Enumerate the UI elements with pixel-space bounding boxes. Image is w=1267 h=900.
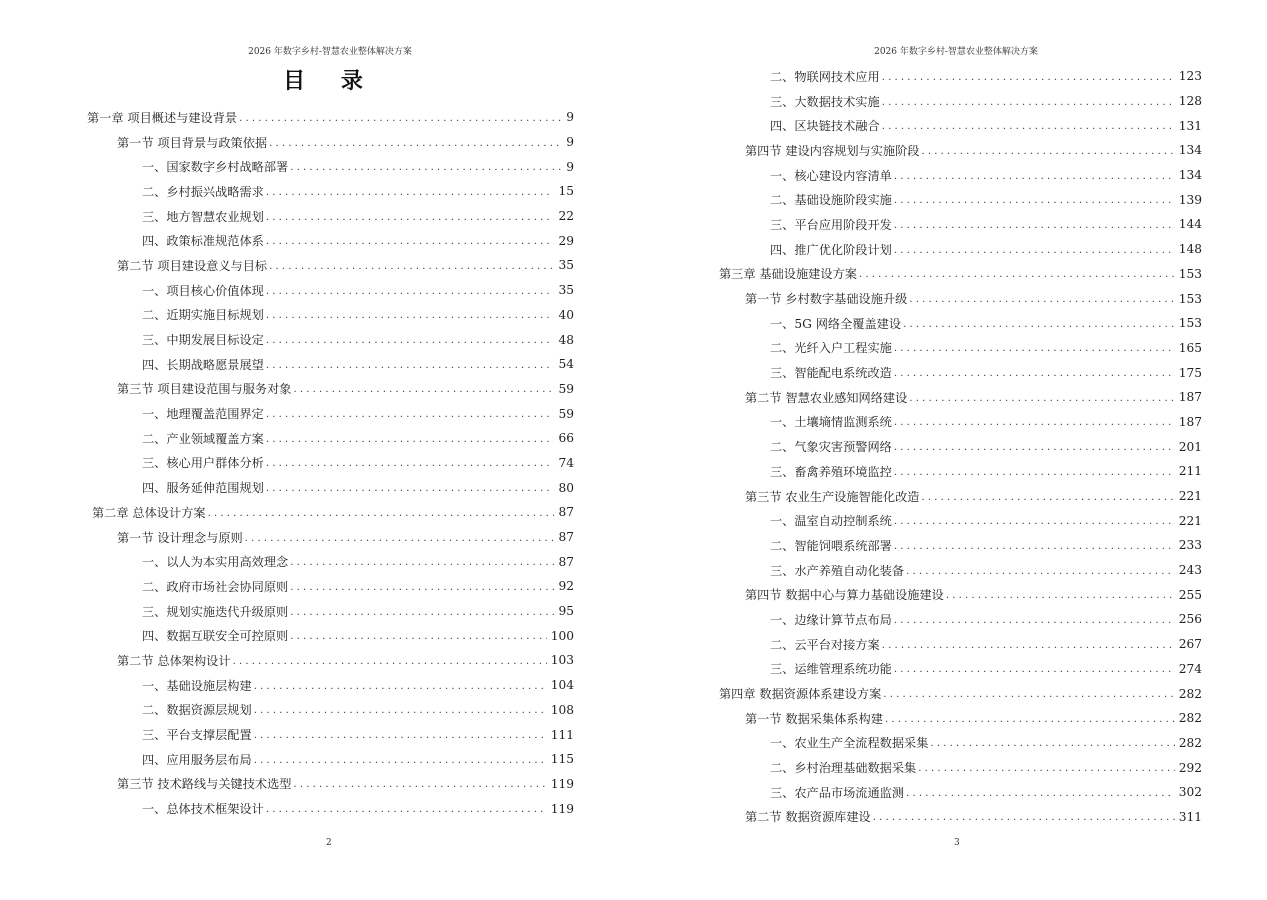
dot-leader bbox=[894, 514, 1175, 527]
dot-leader bbox=[233, 654, 547, 667]
toc-entry-label: 一、边缘计算节点布局 bbox=[770, 612, 892, 627]
toc-entry-label: 第一章 项目概述与建设背景 bbox=[87, 110, 238, 125]
toc-entry-page: 148 bbox=[1178, 242, 1202, 257]
dot-leader bbox=[239, 111, 562, 124]
dot-leader bbox=[294, 382, 555, 395]
dot-leader bbox=[903, 317, 1175, 330]
toc-entry-page: 134 bbox=[1178, 143, 1202, 158]
toc-subsection-entry[interactable] bbox=[0, 352, 574, 377]
toc-entry-label: 第三节 农业生产设施智能化改造 bbox=[745, 489, 920, 504]
toc-section-entry[interactable] bbox=[633, 286, 1202, 311]
toc-section-entry[interactable] bbox=[0, 525, 574, 550]
toc-entry-page: 15 bbox=[558, 184, 574, 199]
toc-subsection-entry[interactable] bbox=[0, 623, 574, 648]
toc-entry-label: 第二节 智慧农业感知网络建设 bbox=[745, 390, 908, 405]
toc-chapter-entry[interactable] bbox=[633, 681, 1202, 706]
toc-entry-page: 87 bbox=[558, 505, 574, 520]
dot-leader bbox=[294, 777, 547, 790]
dot-leader bbox=[894, 193, 1175, 206]
dot-leader bbox=[894, 440, 1175, 453]
dot-leader bbox=[266, 185, 555, 198]
toc-entry-page: 119 bbox=[550, 801, 574, 816]
toc-entry-label: 二、气象灾害预警网络 bbox=[770, 440, 892, 455]
toc-entry-label: 三、规划实施迭代升级原则 bbox=[142, 604, 289, 619]
dot-leader bbox=[873, 810, 1175, 823]
toc-subsection-entry[interactable] bbox=[0, 228, 574, 253]
toc-entry-page: 131 bbox=[1178, 118, 1202, 133]
toc-subsection-entry[interactable] bbox=[0, 154, 574, 179]
toc-title: 目 录 bbox=[283, 68, 377, 94]
toc-entry-label: 一、5G 网络全覆盖建设 bbox=[770, 316, 902, 331]
toc-subsection-entry[interactable] bbox=[633, 212, 1202, 237]
toc-subsection-entry[interactable] bbox=[0, 747, 574, 772]
toc-entry-page: 22 bbox=[558, 209, 574, 224]
dot-leader bbox=[266, 210, 555, 223]
dot-leader bbox=[894, 366, 1175, 379]
dot-leader bbox=[266, 407, 555, 420]
toc-entry-label: 四、服务延伸范围规划 bbox=[142, 481, 264, 496]
dot-leader bbox=[894, 539, 1175, 552]
toc-entry-page: 233 bbox=[1178, 538, 1202, 553]
toc-entry-label: 第一节 数据采集体系构建 bbox=[745, 711, 883, 726]
toc-subsection-entry[interactable] bbox=[633, 187, 1202, 212]
toc-subsection-entry[interactable] bbox=[0, 327, 574, 352]
toc-entry-page: 35 bbox=[558, 283, 574, 298]
toc-entry-page: 282 bbox=[1178, 711, 1202, 726]
toc-entry-label: 二、乡村振兴战略需求 bbox=[142, 184, 264, 199]
toc-entry-label: 一、基础设施层构建 bbox=[142, 678, 252, 693]
toc-entry-label: 三、运维管理系统功能 bbox=[770, 662, 892, 677]
dot-leader bbox=[906, 786, 1175, 799]
toc-entry-page: 175 bbox=[1178, 365, 1202, 380]
dot-leader bbox=[208, 506, 555, 519]
toc-section-entry[interactable] bbox=[0, 772, 574, 797]
toc-entry-label: 一、土壤墒情监测系统 bbox=[770, 415, 892, 430]
toc-entry-label: 四、推广优化阶段计划 bbox=[770, 242, 892, 257]
dot-leader bbox=[906, 564, 1175, 577]
toc-entry-label: 一、核心建设内容清单 bbox=[770, 168, 892, 183]
toc-subsection-entry[interactable] bbox=[633, 508, 1202, 533]
dot-leader bbox=[882, 119, 1175, 132]
toc-entry-label: 二、光纤入户工程实施 bbox=[770, 341, 892, 356]
toc-entry-page: 108 bbox=[550, 702, 574, 717]
toc-entry-label: 二、云平台对接方案 bbox=[770, 637, 880, 652]
toc-entry-page: 100 bbox=[550, 628, 574, 643]
toc-entry-label: 二、乡村治理基础数据采集 bbox=[770, 761, 917, 776]
dot-leader bbox=[254, 728, 547, 741]
toc-entry-label: 一、国家数字乡村战略部署 bbox=[142, 160, 289, 175]
toc-entry-label: 三、地方智慧农业规划 bbox=[142, 209, 264, 224]
toc-entry-label: 三、智能配电系统改造 bbox=[770, 366, 892, 381]
toc-subsection-entry[interactable] bbox=[633, 434, 1202, 459]
toc-entry-label: 第二节 数据资源库建设 bbox=[745, 810, 871, 825]
toc-subsection-entry[interactable] bbox=[633, 336, 1202, 361]
toc-entry-page: 221 bbox=[1178, 513, 1202, 528]
dot-leader bbox=[266, 234, 555, 247]
toc-subsection-entry[interactable] bbox=[633, 731, 1202, 756]
toc-entry-label: 一、农业生产全流程数据采集 bbox=[770, 736, 929, 751]
toc-section-entry[interactable] bbox=[0, 648, 574, 673]
toc-subsection-entry[interactable] bbox=[633, 755, 1202, 780]
dot-leader bbox=[266, 333, 555, 346]
dot-leader bbox=[266, 358, 555, 371]
toc-entry-page: 187 bbox=[1178, 390, 1202, 405]
toc-chapter-entry[interactable] bbox=[0, 500, 574, 525]
toc-list bbox=[0, 105, 574, 821]
dot-leader bbox=[885, 712, 1175, 725]
toc-entry-label: 二、物联网技术应用 bbox=[770, 69, 880, 84]
toc-subsection-entry[interactable] bbox=[633, 113, 1202, 138]
dot-leader bbox=[266, 284, 555, 297]
dot-leader bbox=[254, 703, 547, 716]
toc-entry-page: 103 bbox=[550, 653, 574, 668]
toc-entry-page: 165 bbox=[1178, 340, 1202, 355]
toc-entry-page: 128 bbox=[1178, 94, 1202, 109]
toc-entry-label: 三、水产养殖自动化装备 bbox=[770, 563, 905, 578]
dot-leader bbox=[894, 662, 1175, 675]
toc-entry-page: 153 bbox=[1178, 316, 1202, 331]
toc-subsection-entry[interactable] bbox=[0, 673, 574, 698]
dot-leader bbox=[245, 531, 555, 544]
toc-subsection-entry[interactable] bbox=[0, 475, 574, 500]
dot-leader bbox=[254, 679, 547, 692]
toc-entry-label: 三、核心用户群体分析 bbox=[142, 456, 264, 471]
dot-leader bbox=[266, 802, 547, 815]
dot-leader bbox=[290, 629, 546, 642]
toc-entry-label: 第一节 乡村数字基础设施升级 bbox=[745, 292, 908, 307]
toc-section-entry[interactable] bbox=[0, 377, 574, 402]
toc-entry-page: 256 bbox=[1178, 612, 1202, 627]
toc-subsection-entry[interactable] bbox=[0, 426, 574, 451]
toc-entry-label: 第三节 技术路线与关键技术选型 bbox=[117, 777, 292, 792]
toc-subsection-entry[interactable] bbox=[0, 401, 574, 426]
toc-subsection-entry[interactable] bbox=[633, 64, 1202, 89]
dot-leader bbox=[254, 753, 547, 766]
toc-entry-label: 四、数据互联安全可控原则 bbox=[142, 629, 289, 644]
toc-entry-page: 54 bbox=[558, 357, 574, 372]
toc-subsection-entry[interactable] bbox=[0, 303, 574, 328]
page-right bbox=[633, 0, 1267, 900]
toc-subsection-entry[interactable] bbox=[633, 89, 1202, 114]
toc-entry-page: 123 bbox=[1178, 69, 1202, 84]
toc-subsection-entry[interactable] bbox=[633, 533, 1202, 558]
page-left bbox=[0, 0, 633, 900]
toc-entry-label: 第一节 设计理念与原则 bbox=[117, 530, 243, 545]
toc-entry-label: 三、中期发展目标设定 bbox=[142, 333, 264, 348]
dot-leader bbox=[894, 415, 1175, 428]
toc-section-entry[interactable] bbox=[633, 805, 1202, 830]
toc-section-entry[interactable] bbox=[633, 385, 1202, 410]
dot-leader bbox=[894, 613, 1175, 626]
toc-entry-label: 第四章 数据资源体系建设方案 bbox=[719, 687, 882, 702]
toc-subsection-entry[interactable] bbox=[633, 360, 1202, 385]
toc-entry-page: 87 bbox=[558, 530, 574, 545]
toc-entry-page: 144 bbox=[1178, 217, 1202, 232]
toc-entry-page: 9 bbox=[566, 159, 574, 174]
toc-entry-page: 59 bbox=[558, 381, 574, 396]
toc-entry-page: 111 bbox=[550, 727, 574, 742]
toc-subsection-entry[interactable] bbox=[0, 451, 574, 476]
toc-subsection-entry[interactable] bbox=[633, 558, 1202, 583]
dot-leader bbox=[883, 687, 1174, 700]
toc-subsection-entry[interactable] bbox=[0, 599, 574, 624]
dot-leader bbox=[918, 761, 1174, 774]
dot-leader bbox=[894, 341, 1175, 354]
dot-leader bbox=[266, 432, 555, 445]
toc-entry-label: 二、基础设施阶段实施 bbox=[770, 193, 892, 208]
toc-entry-label: 第二节 项目建设意义与目标 bbox=[117, 258, 268, 273]
toc-entry-page: 201 bbox=[1178, 439, 1202, 454]
toc-entry-page: 119 bbox=[550, 776, 574, 791]
toc-entry-label: 二、产业领域覆盖方案 bbox=[142, 431, 264, 446]
toc-entry-label: 一、地理覆盖范围界定 bbox=[142, 407, 264, 422]
toc-entry-label: 第三章 基础设施建设方案 bbox=[719, 267, 857, 282]
toc-subsection-entry[interactable] bbox=[0, 698, 574, 723]
toc-chapter-entry[interactable] bbox=[0, 105, 574, 130]
toc-subsection-entry[interactable] bbox=[633, 410, 1202, 435]
toc-section-entry[interactable] bbox=[0, 130, 574, 155]
dot-leader bbox=[859, 267, 1175, 280]
toc-section-entry[interactable] bbox=[633, 582, 1202, 607]
toc-entry-label: 三、平台支撑层配置 bbox=[142, 728, 252, 743]
toc-entry-page: 221 bbox=[1178, 489, 1202, 504]
running-header: 2026 年数字乡村-智慧农业整体解决方案 bbox=[248, 47, 412, 57]
toc-entry-label: 四、应用服务层布局 bbox=[142, 752, 252, 767]
dot-leader bbox=[909, 391, 1174, 404]
toc-subsection-entry[interactable] bbox=[0, 722, 574, 747]
toc-entry-label: 第二节 总体架构设计 bbox=[117, 653, 231, 668]
dot-leader bbox=[922, 144, 1175, 157]
toc-section-entry[interactable] bbox=[0, 253, 574, 278]
toc-subsection-entry[interactable] bbox=[633, 237, 1202, 262]
toc-entry-label: 二、数据资源层规划 bbox=[142, 703, 252, 718]
toc-entry-page: 153 bbox=[1178, 291, 1202, 306]
dot-leader bbox=[266, 308, 555, 321]
dot-leader bbox=[882, 638, 1175, 651]
toc-subsection-entry[interactable] bbox=[633, 311, 1202, 336]
toc-entry-page: 115 bbox=[550, 752, 574, 767]
running-header: 2026 年数字乡村-智慧农业整体解决方案 bbox=[874, 47, 1038, 57]
toc-entry-label: 第一节 项目背景与政策依据 bbox=[117, 135, 268, 150]
toc-entry-page: 311 bbox=[1178, 809, 1202, 824]
dot-leader bbox=[894, 218, 1175, 231]
toc-subsection-entry[interactable] bbox=[633, 657, 1202, 682]
toc-entry-label: 四、政策标准规范体系 bbox=[142, 234, 264, 249]
toc-entry-label: 四、长期战略愿景展望 bbox=[142, 357, 264, 372]
toc-subsection-entry[interactable] bbox=[633, 632, 1202, 657]
toc-entry-page: 9 bbox=[566, 110, 574, 125]
toc-entry-label: 四、区块链技术融合 bbox=[770, 119, 880, 134]
toc-entry-label: 二、智能饲喂系统部署 bbox=[770, 538, 892, 553]
toc-entry-label: 一、项目核心价值体现 bbox=[142, 283, 264, 298]
toc-entry-page: 59 bbox=[558, 406, 574, 421]
toc-entry-page: 66 bbox=[558, 431, 574, 446]
toc-entry-page: 104 bbox=[550, 678, 574, 693]
toc-entry-page: 302 bbox=[1178, 785, 1202, 800]
dot-leader bbox=[909, 292, 1174, 305]
toc-section-entry[interactable] bbox=[633, 138, 1202, 163]
toc-entry-label: 第四节 建设内容规划与实施阶段 bbox=[745, 143, 920, 158]
toc-subsection-entry[interactable] bbox=[0, 574, 574, 599]
dot-leader bbox=[894, 465, 1175, 478]
dot-leader bbox=[269, 259, 554, 272]
dot-leader bbox=[290, 555, 554, 568]
toc-entry-page: 274 bbox=[1178, 661, 1202, 676]
toc-subsection-entry[interactable] bbox=[633, 163, 1202, 188]
toc-chapter-entry[interactable] bbox=[633, 262, 1202, 287]
dot-leader bbox=[266, 481, 555, 494]
dot-leader bbox=[290, 580, 554, 593]
dot-leader bbox=[266, 456, 555, 469]
toc-entry-label: 三、平台应用阶段开发 bbox=[770, 217, 892, 232]
dot-leader bbox=[946, 588, 1175, 601]
toc-subsection-entry[interactable] bbox=[0, 179, 574, 204]
toc-entry-page: 211 bbox=[1178, 464, 1202, 479]
page-number: 3 bbox=[954, 838, 960, 848]
toc-entry-label: 一、总体技术框架设计 bbox=[142, 802, 264, 817]
dot-leader bbox=[882, 70, 1175, 83]
toc-entry-page: 87 bbox=[558, 554, 574, 569]
toc-entry-page: 153 bbox=[1178, 266, 1202, 281]
toc-entry-label: 第四节 数据中心与算力基础设施建设 bbox=[745, 588, 944, 603]
toc-entry-page: 80 bbox=[558, 480, 574, 495]
toc-entry-page: 255 bbox=[1178, 587, 1202, 602]
toc-subsection-entry[interactable] bbox=[633, 459, 1202, 484]
toc-entry-page: 267 bbox=[1178, 637, 1202, 652]
toc-entry-page: 282 bbox=[1178, 735, 1202, 750]
toc-entry-page: 9 bbox=[566, 135, 574, 150]
toc-entry-label: 三、大数据技术实施 bbox=[770, 94, 880, 109]
toc-entry-page: 74 bbox=[558, 455, 574, 470]
toc-entry-label: 一、温室自动控制系统 bbox=[770, 514, 892, 529]
toc-entry-page: 243 bbox=[1178, 563, 1202, 578]
dot-leader bbox=[882, 95, 1175, 108]
dot-leader bbox=[290, 160, 562, 173]
dot-leader bbox=[894, 243, 1175, 256]
toc-entry-page: 187 bbox=[1178, 414, 1202, 429]
toc-entry-page: 95 bbox=[558, 604, 574, 619]
toc-subsection-entry[interactable] bbox=[0, 796, 574, 821]
toc-entry-page: 134 bbox=[1178, 168, 1202, 183]
dot-leader bbox=[290, 605, 554, 618]
toc-entry-page: 35 bbox=[558, 258, 574, 273]
toc-entry-page: 292 bbox=[1178, 760, 1202, 775]
dot-leader bbox=[269, 136, 562, 149]
toc-entry-label: 三、畜禽养殖环境监控 bbox=[770, 464, 892, 479]
toc-section-entry[interactable] bbox=[633, 706, 1202, 731]
dot-leader bbox=[930, 736, 1174, 749]
toc-entry-page: 29 bbox=[558, 233, 574, 248]
toc-entry-page: 139 bbox=[1178, 192, 1202, 207]
toc-entry-label: 第二章 总体设计方案 bbox=[92, 505, 206, 520]
toc-entry-label: 二、政府市场社会协同原则 bbox=[142, 579, 289, 594]
toc-entry-page: 92 bbox=[558, 579, 574, 594]
toc-subsection-entry[interactable] bbox=[0, 278, 574, 303]
toc-subsection-entry[interactable] bbox=[633, 780, 1202, 805]
toc-subsection-entry[interactable] bbox=[633, 607, 1202, 632]
toc-subsection-entry[interactable] bbox=[0, 204, 574, 229]
toc-entry-label: 第三节 项目建设范围与服务对象 bbox=[117, 382, 292, 397]
dot-leader bbox=[922, 490, 1175, 503]
page-number: 2 bbox=[326, 838, 332, 848]
toc-entry-label: 三、农产品市场流通监测 bbox=[770, 785, 905, 800]
toc-entry-page: 40 bbox=[558, 307, 574, 322]
dot-leader bbox=[894, 169, 1175, 182]
toc-list bbox=[633, 64, 1202, 829]
toc-subsection-entry[interactable] bbox=[0, 549, 574, 574]
toc-entry-label: 二、近期实施目标规划 bbox=[142, 308, 264, 323]
toc-entry-page: 282 bbox=[1178, 686, 1202, 701]
toc-section-entry[interactable] bbox=[633, 484, 1202, 509]
toc-entry-page: 48 bbox=[558, 332, 574, 347]
toc-entry-label: 一、以人为本实用高效理念 bbox=[142, 555, 289, 570]
